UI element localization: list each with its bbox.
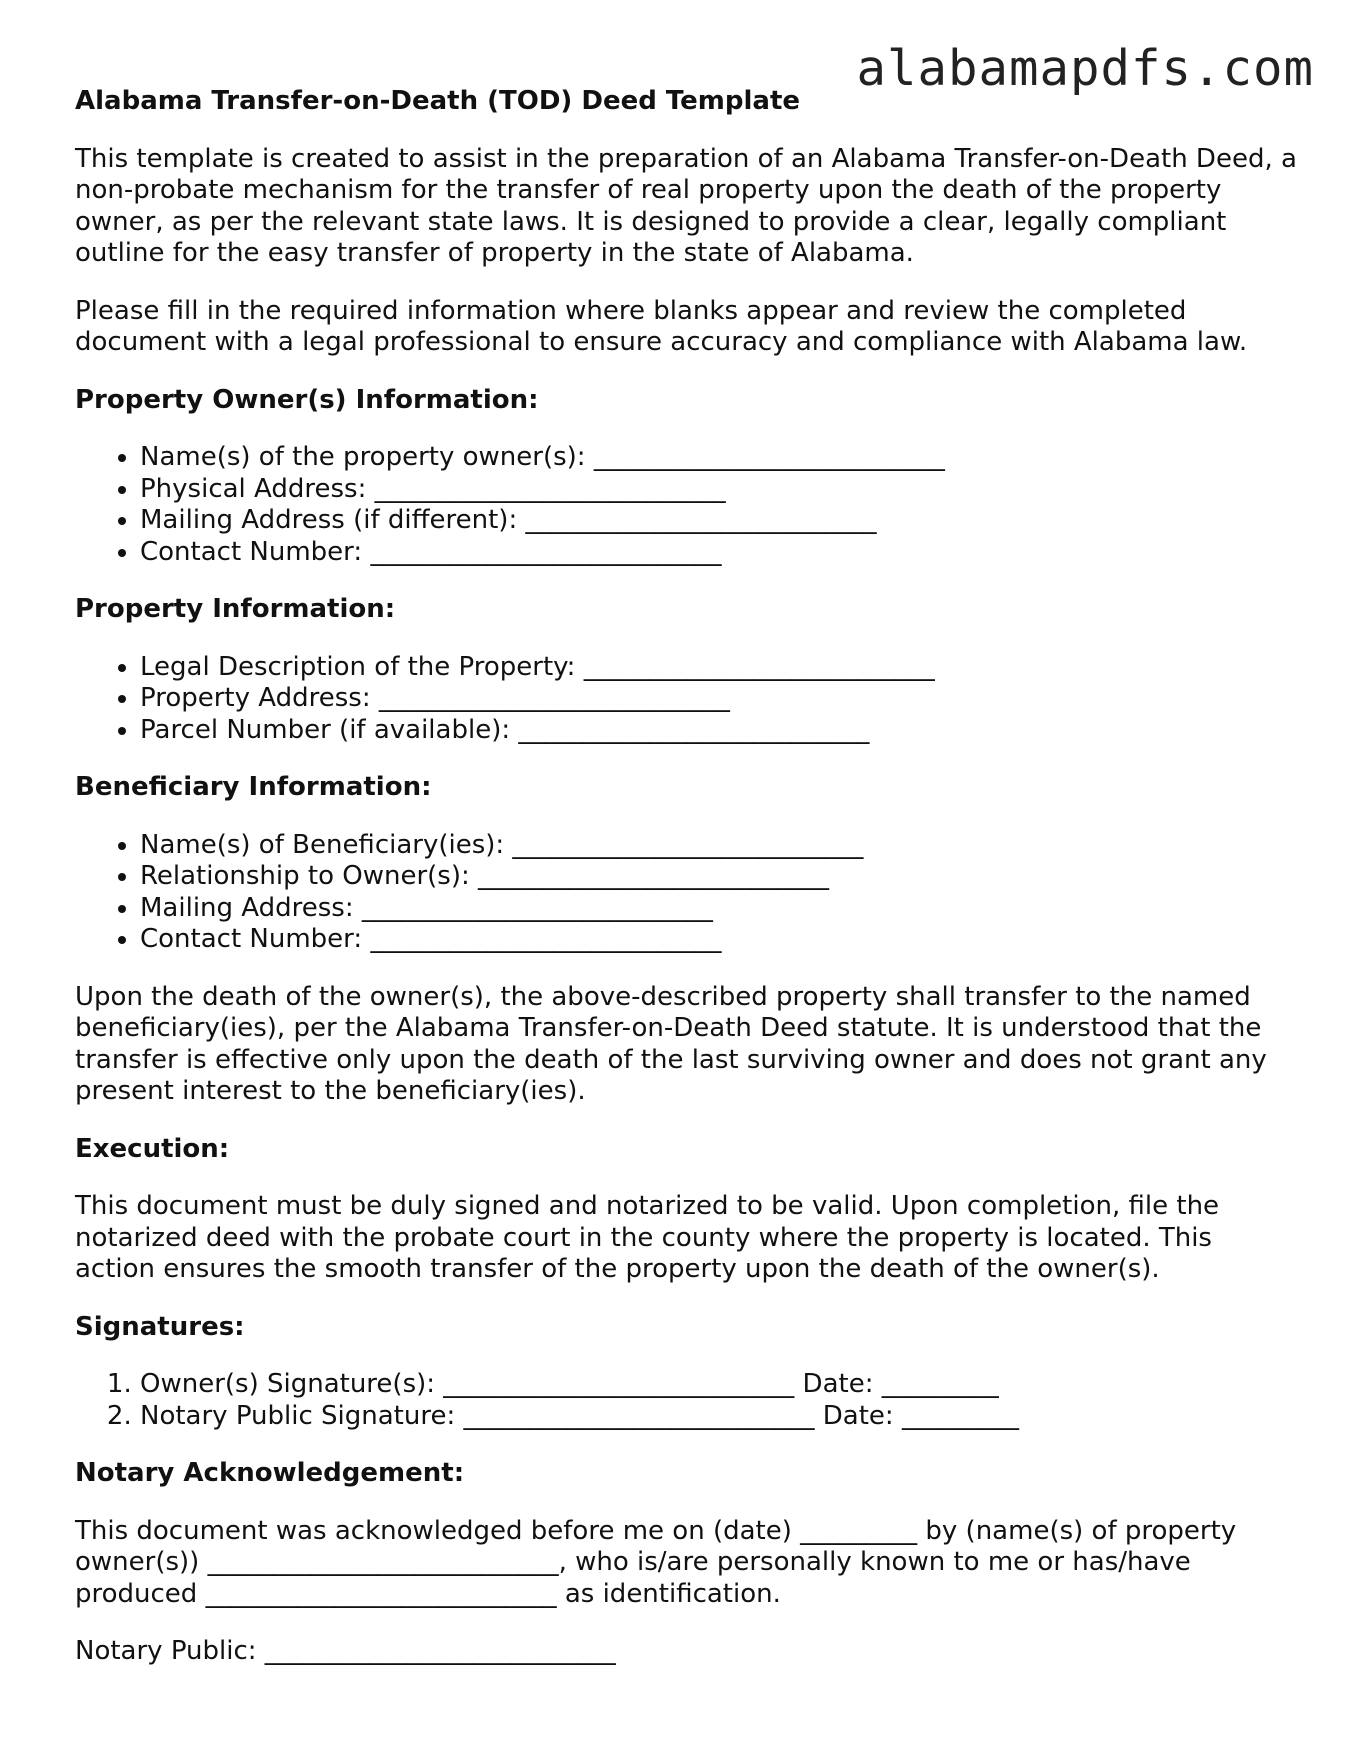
- execution-heading: Execution:: [75, 1133, 230, 1164]
- field-label: Notary Public:: [75, 1636, 257, 1666]
- legal-description-blank[interactable]: ___________________________: [583, 651, 935, 682]
- list-item: [140, 893, 1300, 925]
- owner-fields-list: [75, 442, 1300, 568]
- list-item: [140, 505, 1300, 537]
- property-fields-list: [75, 652, 1300, 747]
- list-item: [140, 924, 1300, 956]
- owner-section-heading: Property Owner(s) Information:: [75, 384, 539, 415]
- list-item: [140, 715, 1300, 747]
- document-title: Alabama Transfer-on-Death (TOD) Deed Template: [75, 86, 801, 116]
- field-label: Physical Address:: [140, 473, 367, 504]
- beneficiary-contact-number-blank[interactable]: ___________________________: [370, 924, 722, 954]
- field-label: Parcel Number (if available):: [140, 714, 511, 745]
- notary-text: as identification.: [564, 1578, 781, 1609]
- document-body: [75, 86, 1300, 1668]
- field-label: Name(s) of the property owner(s):: [140, 442, 586, 472]
- field-label: Legal Description of the Property:: [140, 651, 576, 682]
- beneficiary-fields-list: [75, 830, 1300, 956]
- field-label: Owner(s) Signature(s):: [140, 1369, 436, 1399]
- intro-paragraph-2: Please fill in the required information where blanks appear and review the completed document with a legal professional to ensure accuracy and compliance with Alabama law.: [75, 295, 1248, 357]
- field-label: Contact Number:: [140, 536, 363, 567]
- contact-number-blank[interactable]: ___________________________: [370, 536, 722, 567]
- list-item: [140, 1369, 1300, 1401]
- mailing-address-blank[interactable]: ___________________________: [525, 505, 877, 535]
- signatures-list: [75, 1369, 1300, 1432]
- transfer-paragraph: Upon the death of the owner(s), the above-described property shall transfer to the named beneficiary(ies), per the Alabama Transfer-on-Death Deed statute. It is understood that the transfer is effective only upon the death of the last surviving owner and does not grant any present interest to the beneficiary(ies).: [75, 981, 1267, 1106]
- field-label: Name(s) of Beneficiary(ies):: [140, 829, 505, 860]
- watermark-logo: alabamapdfs.com: [856, 40, 1314, 97]
- signatures-heading: Signatures:: [75, 1311, 245, 1342]
- owner-signature-date-blank[interactable]: _________: [881, 1369, 999, 1399]
- notary-text: by (name(s) of property owner(s)): [75, 1515, 1237, 1577]
- notary-text: This document was acknowledged before me on (date): [75, 1515, 792, 1546]
- list-item: [140, 652, 1300, 684]
- owner-name-blank[interactable]: ___________________________: [593, 442, 945, 472]
- identification-blank[interactable]: ___________________________: [205, 1578, 557, 1609]
- owner-names-blank[interactable]: ___________________________: [207, 1547, 559, 1577]
- notary-paragraph: [75, 1516, 1300, 1611]
- beneficiary-name-blank[interactable]: ___________________________: [512, 829, 864, 860]
- intro-paragraph-1: This template is created to assist in the preparation of an Alabama Transfer-on-Death Deed, a non-probate mechanism for the transfer of real property upon the death of the property owner, as per the relevant state laws. It is designed to provide a clear, legally compliant outline for the easy transfer of property in the state of Alabama.: [75, 143, 1297, 268]
- field-label: Relationship to Owner(s):: [140, 861, 470, 891]
- field-label: Mailing Address:: [140, 892, 354, 923]
- notary-text: , who is/are personally known to me or has/have produced: [75, 1547, 1191, 1609]
- relationship-blank[interactable]: ___________________________: [478, 861, 829, 891]
- field-label: Property Address:: [140, 683, 371, 713]
- execution-paragraph: This document must be duly signed and notarized to be valid. Upon completion, file the notarized deed with the probate court in the county where the property is located. This action ensures the smooth transfer of the property upon the death of the owner(s).: [75, 1191, 1220, 1284]
- field-label: Contact Number:: [140, 924, 363, 954]
- list-item: [140, 830, 1300, 862]
- list-item: [140, 537, 1300, 569]
- date-label: Date:: [802, 1369, 874, 1399]
- property-address-blank[interactable]: ___________________________: [378, 683, 730, 713]
- list-item: [140, 442, 1300, 474]
- notary-signature-blank[interactable]: ___________________________: [463, 1400, 815, 1431]
- list-item: [140, 474, 1300, 506]
- physical-address-blank[interactable]: ___________________________: [374, 473, 726, 504]
- owner-signature-blank[interactable]: ___________________________: [443, 1369, 795, 1399]
- property-section-heading: Property Information:: [75, 594, 396, 624]
- notary-signature-date-blank[interactable]: _________: [901, 1400, 1019, 1431]
- notary-public-blank[interactable]: ___________________________: [264, 1636, 616, 1666]
- parcel-number-blank[interactable]: ___________________________: [518, 714, 870, 745]
- date-label: Date:: [822, 1400, 894, 1431]
- acknowledgement-date-blank[interactable]: _________: [800, 1515, 918, 1546]
- field-label: Mailing Address (if different):: [140, 505, 518, 535]
- notary-public-line: [75, 1636, 1300, 1668]
- beneficiary-mailing-address-blank[interactable]: ___________________________: [361, 892, 713, 923]
- field-label: Notary Public Signature:: [140, 1400, 456, 1431]
- list-item: [140, 1401, 1300, 1433]
- list-item: [140, 683, 1300, 715]
- list-item: [140, 861, 1300, 893]
- notary-heading: Notary Acknowledgement:: [75, 1458, 465, 1488]
- beneficiary-section-heading: Beneficiary Information:: [75, 772, 432, 802]
